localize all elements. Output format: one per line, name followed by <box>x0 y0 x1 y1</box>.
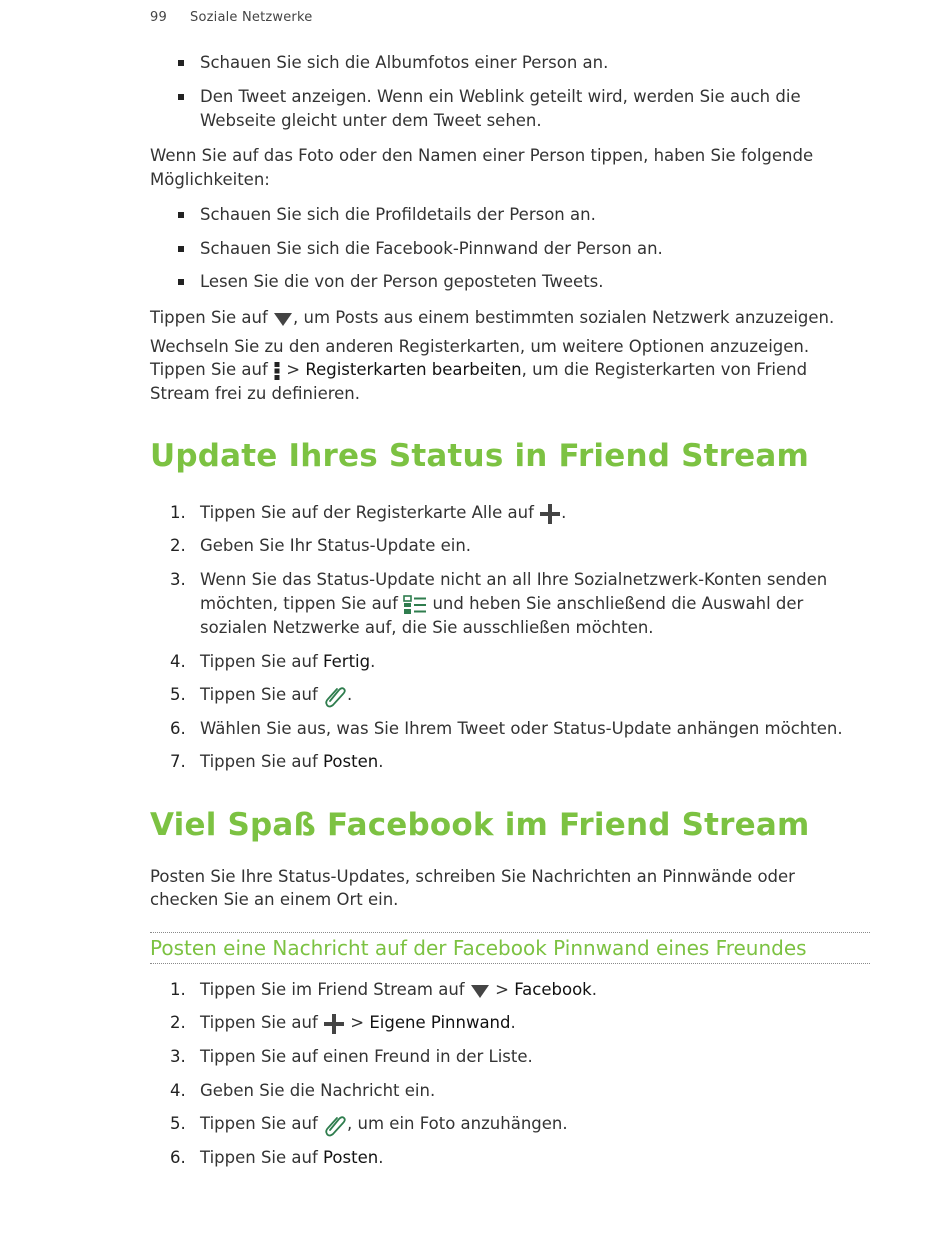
step-text <box>200 1112 870 1137</box>
text: Tippen Sie auf <box>200 1114 318 1133</box>
paragraph <box>150 306 870 330</box>
list-item-text: Schauen Sie sich die Profildetails der Person an. <box>200 205 596 224</box>
bullet-marker <box>178 60 184 66</box>
paragraph: Stream frei zu definieren. <box>150 384 361 403</box>
step-number: 4. <box>170 652 186 671</box>
paperclip-icon <box>323 684 347 708</box>
text: > <box>345 1013 370 1032</box>
text: , um die Registerkarten von Friend <box>521 360 808 379</box>
plus-icon <box>323 1013 345 1035</box>
page-number: 99 <box>150 10 167 25</box>
paragraph: checken Sie an einem Ort ein. <box>150 890 399 909</box>
step-text: Wenn Sie das Status-Update nicht an all Ihre Sozialnetzwerk-Konten senden <box>200 570 828 589</box>
plus-icon <box>539 503 561 525</box>
text: . <box>561 503 567 522</box>
step-number: 2. <box>170 1013 186 1032</box>
step-text <box>200 650 870 674</box>
ui-term: Fertig <box>323 652 371 671</box>
step-number: 1. <box>170 980 186 999</box>
step-text: Tippen Sie auf einen Freund in der Liste. <box>200 1047 533 1066</box>
list-item-text: Webseite gleicht unter dem Tweet sehen. <box>200 111 542 130</box>
triangle-down-icon <box>470 983 490 999</box>
text: Tippen Sie auf <box>150 308 268 327</box>
step-text: Wählen Sie aus, was Sie Ihrem Tweet oder Status-Update anhängen möchten. <box>200 719 843 738</box>
list-item-text: Schauen Sie sich die Facebook-Pinnwand der Person an. <box>200 239 663 258</box>
ui-term: Posten <box>323 1148 379 1167</box>
step-number: 3. <box>170 570 186 589</box>
step-number: 6. <box>170 719 186 738</box>
paragraph: Möglichkeiten: <box>150 170 270 189</box>
ui-term: Eigene Pinnwand <box>369 1013 511 1032</box>
list-item-text: Schauen Sie sich die Albumfotos einer Person an. <box>200 53 609 72</box>
subsection-title: Posten eine Nachricht auf der Facebook Pinnwand eines Freundes <box>150 936 807 960</box>
step-number: 5. <box>170 685 186 704</box>
page-header <box>150 10 312 25</box>
paperclip-icon <box>323 1113 347 1137</box>
step-text: Geben Sie Ihr Status-Update ein. <box>200 536 472 555</box>
text: Tippen Sie auf <box>200 685 318 704</box>
text: Tippen Sie auf <box>200 1013 318 1032</box>
step-number: 4. <box>170 1081 186 1100</box>
text: . <box>591 980 597 999</box>
text: . <box>370 652 376 671</box>
bullet-marker <box>178 279 184 285</box>
step-text: Geben Sie die Nachricht ein. <box>200 1081 436 1100</box>
step-text <box>200 978 870 1002</box>
text: , um ein Foto anzuhängen. <box>347 1114 568 1133</box>
text: . <box>378 1148 384 1167</box>
more-vertical-icon <box>273 361 281 381</box>
step-text <box>200 592 870 616</box>
paragraph: Posten Sie Ihre Status-Updates, schreiben Sie Nachrichten an Pinnwände oder <box>150 867 795 886</box>
section-name: Soziale Netzwerke <box>190 10 313 25</box>
text: . <box>378 752 384 771</box>
text: Tippen Sie auf <box>200 1148 324 1167</box>
step-text <box>200 683 870 708</box>
step-text <box>200 1146 870 1170</box>
step-number: 7. <box>170 752 186 771</box>
paragraph: Wenn Sie auf das Foto oder den Namen einer Person tippen, haben Sie folgende <box>150 146 814 165</box>
bullet-marker <box>178 212 184 218</box>
ui-term: Facebook <box>514 980 592 999</box>
list-select-icon <box>403 595 427 615</box>
step-text <box>200 750 870 774</box>
text: , um Posts aus einem bestimmten sozialen Netzwerk anzuzeigen. <box>293 308 835 327</box>
subsection-heading <box>150 932 870 964</box>
bullet-marker <box>178 94 184 100</box>
ui-term: Registerkarten bearbeiten <box>305 360 522 379</box>
text: . <box>510 1013 516 1032</box>
text: Tippen Sie auf <box>200 652 324 671</box>
bullet-marker <box>178 246 184 252</box>
section-heading: Update Ihres Status in Friend Stream <box>150 438 810 474</box>
paragraph: Wechseln Sie zu den anderen Registerkarten, um weitere Optionen anzuzeigen. <box>150 337 810 356</box>
step-text <box>200 1011 870 1035</box>
text: > <box>281 360 306 379</box>
text: > <box>489 980 515 999</box>
list-item-text: Den Tweet anzeigen. Wenn ein Weblink geteilt wird, werden Sie auch die <box>200 87 801 106</box>
text: Tippen Sie auf <box>150 360 268 379</box>
step-number: 1. <box>170 503 186 522</box>
step-text: sozialen Netzwerke auf, die Sie ausschließen möchten. <box>200 618 654 637</box>
paragraph <box>150 358 870 382</box>
text: Tippen Sie auf der Registerkarte Alle auf <box>200 503 534 522</box>
triangle-down-icon <box>273 311 293 327</box>
step-number: 6. <box>170 1148 186 1167</box>
step-number: 3. <box>170 1047 186 1066</box>
section-heading: Viel Spaß Facebook im Friend Stream <box>150 807 810 843</box>
text: und heben Sie anschließend die Auswahl der <box>432 594 804 613</box>
text: . <box>347 685 353 704</box>
text: Tippen Sie im Friend Stream auf <box>200 980 465 999</box>
step-number: 2. <box>170 536 186 555</box>
step-number: 5. <box>170 1114 186 1133</box>
step-text <box>200 501 870 525</box>
text: Tippen Sie auf <box>200 752 324 771</box>
list-item-text: Lesen Sie die von der Person geposteten Tweets. <box>200 272 604 291</box>
text: möchten, tippen Sie auf <box>200 594 398 613</box>
ui-term: Posten <box>323 752 379 771</box>
